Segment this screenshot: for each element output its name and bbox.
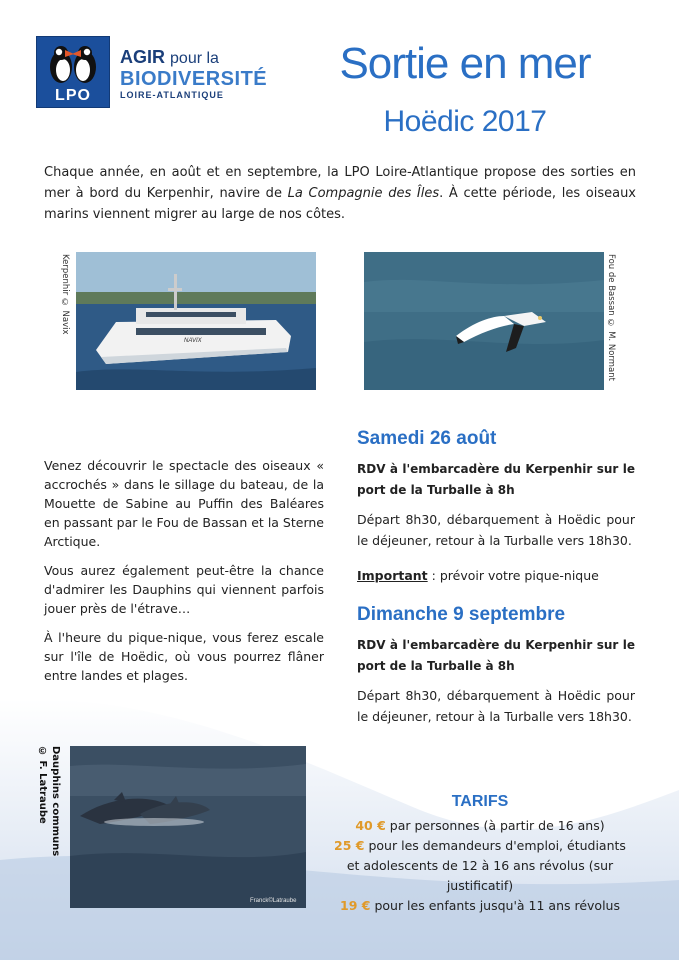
lpo-logo — [36, 36, 110, 108]
important-label: Important — [357, 568, 428, 583]
logo-lettering: LPO — [55, 87, 91, 104]
puffin-icon — [37, 37, 109, 89]
dolphin-photo — [70, 746, 306, 908]
description-p1: Venez découvrir le spectacle des oiseaux « accrochés » dans le sillage du bateau, de la Mouette de Sabine au Puffin des Baléares en passant par le Fou de Bassan et la Sterne Arctique. — [44, 458, 324, 549]
outing-important — [357, 565, 635, 586]
dolphin-photo-credit: Dauphins communs © F. Latraube — [37, 746, 61, 857]
tarif-text: pour les enfants jusqu'à 11 ans révolus — [370, 898, 620, 913]
outing-sunday — [357, 604, 635, 727]
org-line1-small: pour la — [170, 50, 219, 67]
gannet-photo-credit: Fou de Bassan © M. Normant — [606, 254, 616, 381]
outing-rdv: RDV à l'embarcadère du Kerpenhir sur le port de la Turballe à 8h — [357, 638, 635, 673]
outing-rdv: RDV à l'embarcadère du Kerpenhir sur le port de la Turballe à 8h — [357, 462, 635, 497]
org-line1-main: AGIR — [120, 47, 165, 67]
outing-saturday — [357, 428, 635, 586]
boat-hull-name: NAVIX — [184, 338, 202, 344]
tarif-price: 40 € — [355, 818, 386, 833]
boat-photo — [76, 252, 316, 390]
tarif-price: 25 € — [334, 838, 365, 853]
tarifs-section — [330, 792, 630, 916]
gannet-photo — [364, 252, 604, 390]
org-line3: LOIRE-ATLANTIQUE — [120, 90, 224, 100]
photo-signature: Franck©Latraube — [250, 898, 297, 904]
outing-desc: Départ 8h30, débarquement à Hoëdic pour le déjeuner, retour à la Turballe vers 18h30. — [357, 512, 635, 548]
outing-day: Samedi 26 août — [357, 428, 497, 449]
intro-part1: Chaque année, en août et en septembre, la LPO Loire-Atlantique propose des sorties en mer à bord du Kerpenhir, navire de — [44, 165, 636, 201]
description-text — [44, 456, 324, 695]
outing-day: Dimanche 9 septembre — [357, 604, 566, 625]
boat-photo-credit: Kerpenhir © Navix — [60, 254, 70, 335]
tarif-row — [330, 836, 630, 896]
tarif-text: par personnes (à partir de 16 ans) — [385, 818, 605, 833]
page-subtitle: Hoëdic 2017 — [383, 105, 547, 138]
tarif-text: pour les demandeurs d'emploi, étudiants et adolescents de 12 à 16 ans révolus (sur justificatif) — [346, 838, 626, 893]
org-line2: BIODIVERSITÉ — [120, 68, 268, 90]
intro-company: La Compagnie des Îles — [287, 186, 440, 201]
important-text: : prévoir votre pique-nique — [427, 568, 599, 583]
tarifs-title: TARIFS — [451, 793, 509, 810]
tarif-row — [330, 896, 630, 916]
outing-desc: Départ 8h30, débarquement à Hoëdic pour le déjeuner, retour à la Turballe vers 18h30. — [357, 688, 635, 724]
description-p2: Vous aurez également peut-être la chance d'admirer les Dauphins qui viennent parfois jouer près de l'étrave… — [44, 563, 324, 616]
tarif-price: 19 € — [340, 898, 371, 913]
description-p3: À l'heure du pique-nique, vous ferez escale sur l'île de Hoëdic, où vous pourrez flâner entre landes et plages. — [44, 630, 324, 683]
intro-part2: . À cette période, les oiseaux marins viennent migrer au large de nos côtes. — [44, 186, 637, 222]
organization-name — [120, 48, 267, 101]
intro-paragraph — [44, 162, 636, 225]
tarif-row — [330, 816, 630, 836]
page-title: Sortie en mer — [339, 39, 591, 88]
